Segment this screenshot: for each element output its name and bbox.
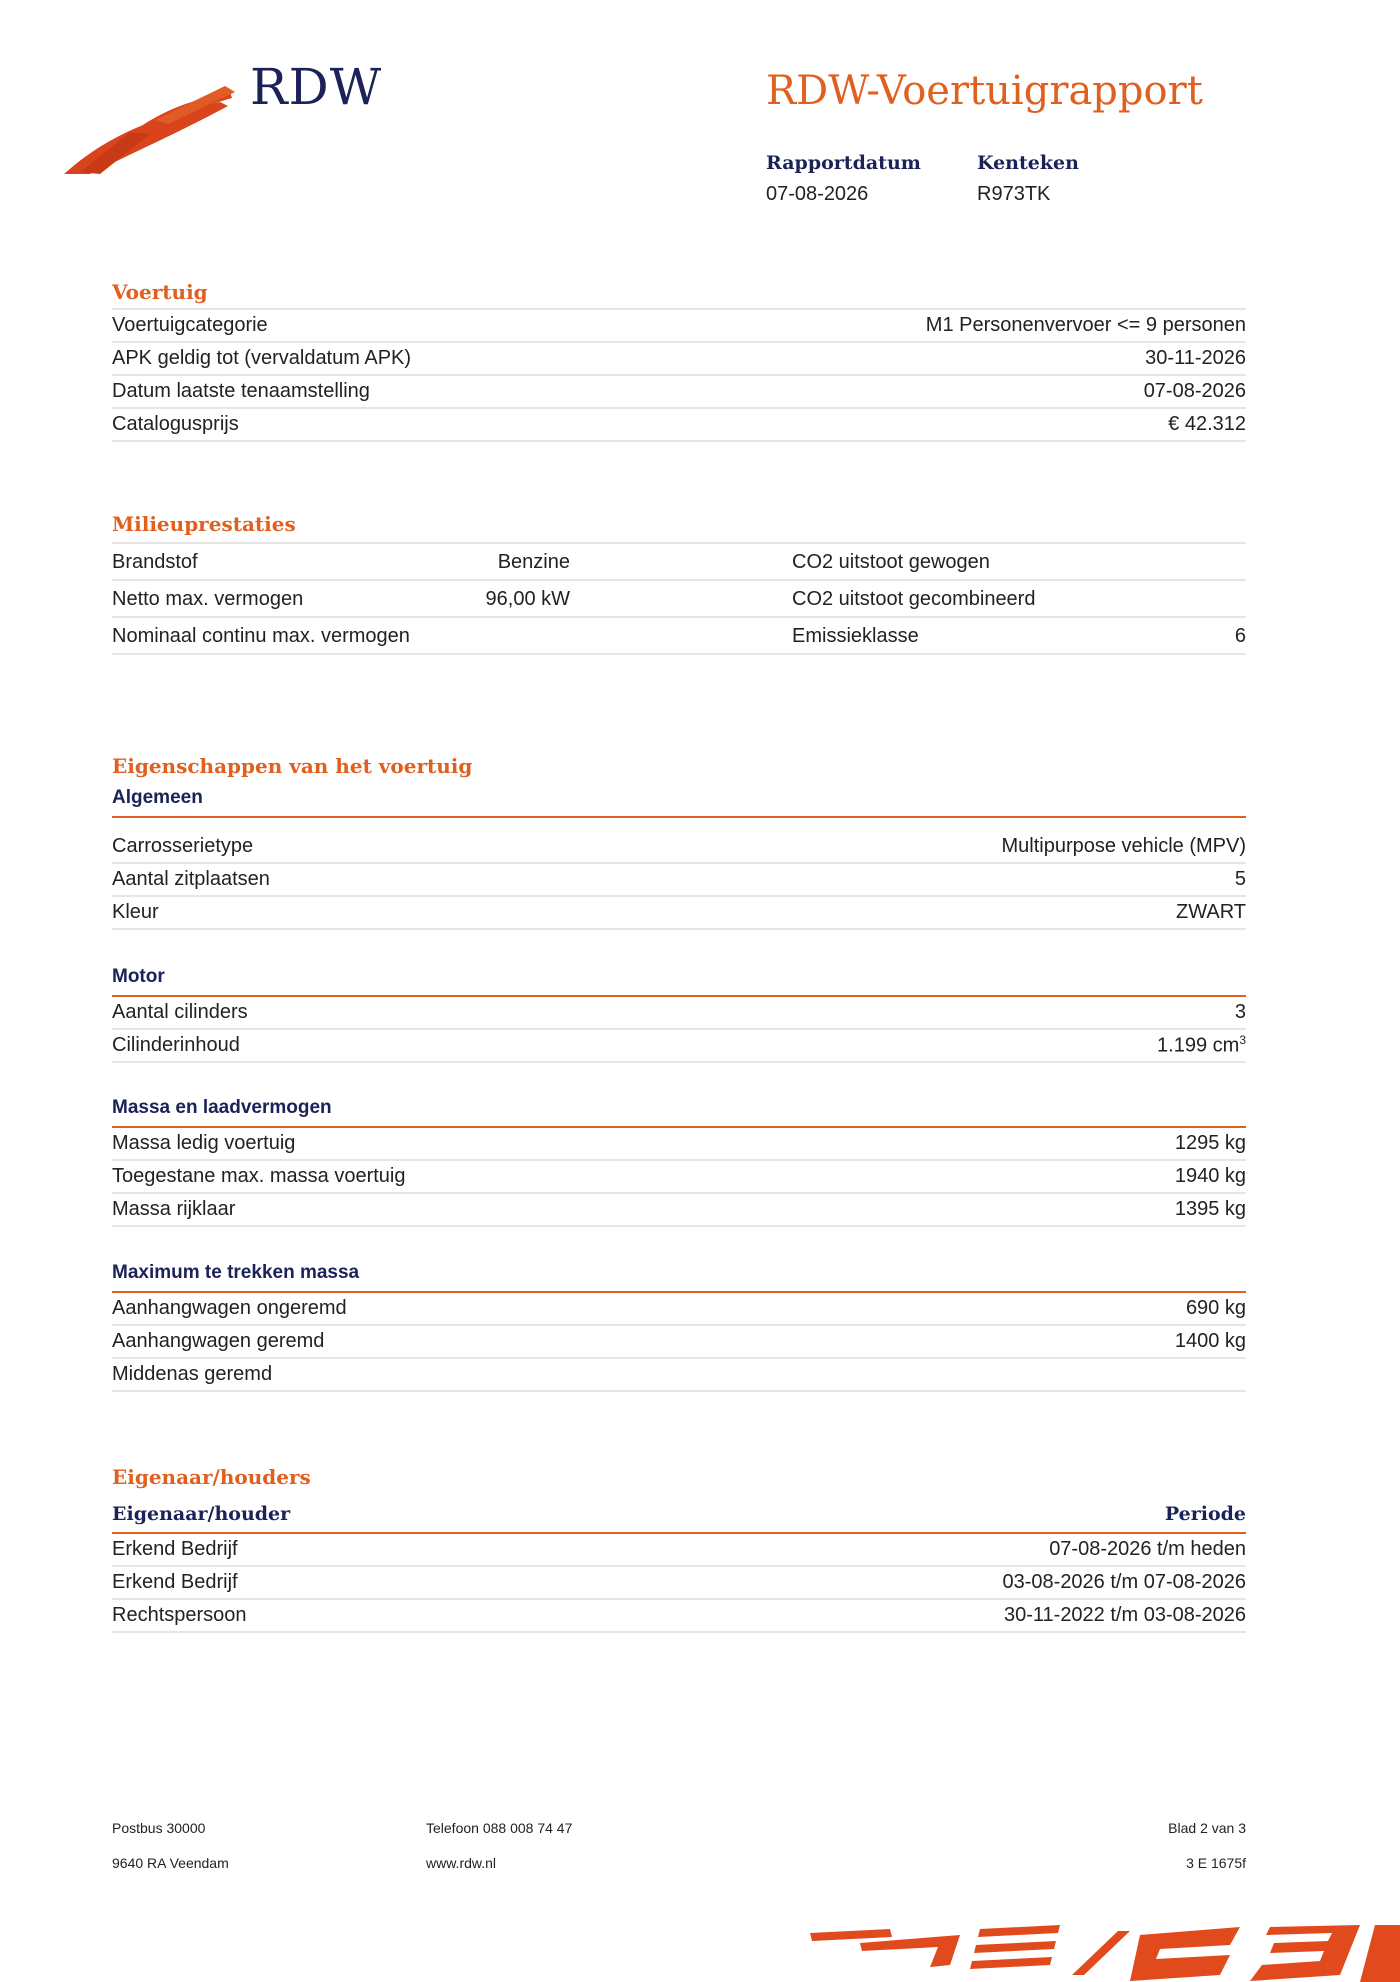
table-row xyxy=(112,544,1246,581)
row-value: 5 xyxy=(1234,868,1246,890)
row-label: Massa ledig voertuig xyxy=(112,1132,296,1154)
plate-value: R973TK xyxy=(977,183,1051,205)
row-label: Kleur xyxy=(112,901,159,923)
report-date-value: 07-08-2026 xyxy=(766,183,869,205)
subsection-massa-title: Massa en laadvermogen xyxy=(112,1097,332,1118)
column-header-period: Periode xyxy=(1164,1503,1246,1525)
section-voertuig-title: Voertuig xyxy=(112,280,208,304)
row-label: Carrosserietype xyxy=(112,835,254,857)
row-label: Nominaal continu max. vermogen xyxy=(112,625,410,647)
row-label: Catalogusprijs xyxy=(112,413,239,435)
footer-document-code: 3 E 1675f xyxy=(1186,1855,1246,1871)
table-row xyxy=(112,1600,1246,1633)
table-row xyxy=(112,1359,1246,1392)
row-label: Brandstof xyxy=(112,551,198,573)
table-row xyxy=(112,1161,1246,1194)
row-value: 1.199 $cm^3$ xyxy=(1157,1033,1246,1057)
row-value: M1 Personenvervoer <= 9 personen xyxy=(925,314,1246,336)
row-label: CO2 uitstoot gecombineerd xyxy=(792,588,1036,610)
table-row xyxy=(112,376,1246,409)
table-row xyxy=(112,864,1246,897)
rdw-logo-icon xyxy=(60,62,240,182)
table-row xyxy=(112,897,1246,930)
row-label: Middenas geremd xyxy=(112,1363,273,1385)
footer-postbus: Postbus 30000 xyxy=(112,1820,206,1836)
row-label: APK geldig tot (vervaldatum APK) xyxy=(112,347,412,369)
row-value: 1295 kg xyxy=(1174,1132,1246,1154)
row-value: 3 xyxy=(1234,1001,1246,1023)
owner-cell: Rechtspersoon xyxy=(112,1604,247,1626)
subsection-trekken-title: Maximum te trekken massa xyxy=(112,1262,360,1283)
brand-name: RDW xyxy=(250,58,383,116)
row-label: Datum laatste tenaamstelling xyxy=(112,380,370,402)
row-value: ZWART xyxy=(1176,901,1246,923)
row-value: Multipurpose vehicle (MPV) xyxy=(1001,835,1246,857)
row-label: Voertuigcategorie xyxy=(112,314,268,336)
section-eigenschappen-title: Eigenschappen van het voertuig xyxy=(112,754,473,778)
row-value: 1395 kg xyxy=(1174,1198,1246,1220)
row-value: 96,00 kW xyxy=(485,588,570,610)
subsection-algemeen-title: Algemeen xyxy=(112,787,203,808)
subsection-motor-title: Motor xyxy=(112,966,165,987)
table-row xyxy=(112,1030,1246,1063)
owner-cell: Erkend Bedrijf xyxy=(112,1538,238,1560)
report-date-label: Rapportdatum xyxy=(766,152,921,174)
divider xyxy=(112,816,1246,818)
table-row xyxy=(112,409,1246,442)
row-value: 690 kg xyxy=(1185,1297,1246,1319)
footer-website-link[interactable]: www.rdw.nl xyxy=(426,1855,497,1871)
row-label: Toegestane max. massa voertuig xyxy=(112,1165,406,1187)
period-cell: 03-08-2026 t/m 07-08-2026 xyxy=(1002,1571,1246,1593)
row-label: CO2 uitstoot gewogen xyxy=(792,551,990,573)
row-value: 6 xyxy=(1234,625,1246,647)
table-row xyxy=(112,1128,1246,1161)
table-row xyxy=(112,1326,1246,1359)
period-cell: 30-11-2022 t/m 03-08-2026 xyxy=(1003,1604,1246,1626)
section-eigenaar-title: Eigenaar/houders xyxy=(112,1465,311,1489)
footer-city: 9640 RA Veendam xyxy=(112,1855,229,1871)
row-label: Massa rijklaar xyxy=(112,1198,236,1220)
table-row xyxy=(112,1194,1246,1227)
column-header-owner: Eigenaar/houder xyxy=(112,1503,291,1525)
row-value: € 42.312 xyxy=(1168,413,1246,435)
row-label: Cilinderinhoud xyxy=(112,1034,240,1056)
plate-label: Kenteken xyxy=(977,152,1079,174)
row-value: 1400 kg xyxy=(1174,1330,1246,1352)
row-value: 30-11-2026 xyxy=(1145,347,1246,369)
row-value: 1940 kg xyxy=(1174,1165,1246,1187)
period-cell: 07-08-2026 t/m heden xyxy=(1049,1538,1246,1560)
row-label: Aanhangwagen geremd xyxy=(112,1330,325,1352)
row-value: 07-08-2026 xyxy=(1143,380,1246,402)
table-row xyxy=(112,1534,1246,1567)
table-row xyxy=(112,310,1246,343)
table-row xyxy=(112,1293,1246,1326)
table-row xyxy=(112,997,1246,1030)
table-row xyxy=(112,581,1246,618)
table-row xyxy=(112,1567,1246,1600)
row-label: Netto max. vermogen xyxy=(112,588,304,610)
row-value: Benzine xyxy=(497,551,570,573)
table-row xyxy=(112,343,1246,376)
row-label: Emissieklasse xyxy=(792,625,919,647)
row-label: Aantal zitplaatsen xyxy=(112,868,270,890)
footer-phone: Telefoon 088 008 74 47 xyxy=(426,1820,573,1836)
footer-stripes-graphic xyxy=(800,1925,1400,1982)
footer-page-number: Blad 2 van 3 xyxy=(1168,1820,1246,1836)
section-milieu-title: Milieuprestaties xyxy=(112,512,296,536)
document-title: RDW-Voertuigrapport xyxy=(766,68,1203,114)
row-label: Aantal cilinders xyxy=(112,1001,248,1023)
owner-cell: Erkend Bedrijf xyxy=(112,1571,238,1593)
table-row xyxy=(112,831,1246,864)
table-row xyxy=(112,618,1246,655)
row-label: Aanhangwagen ongeremd xyxy=(112,1297,347,1319)
